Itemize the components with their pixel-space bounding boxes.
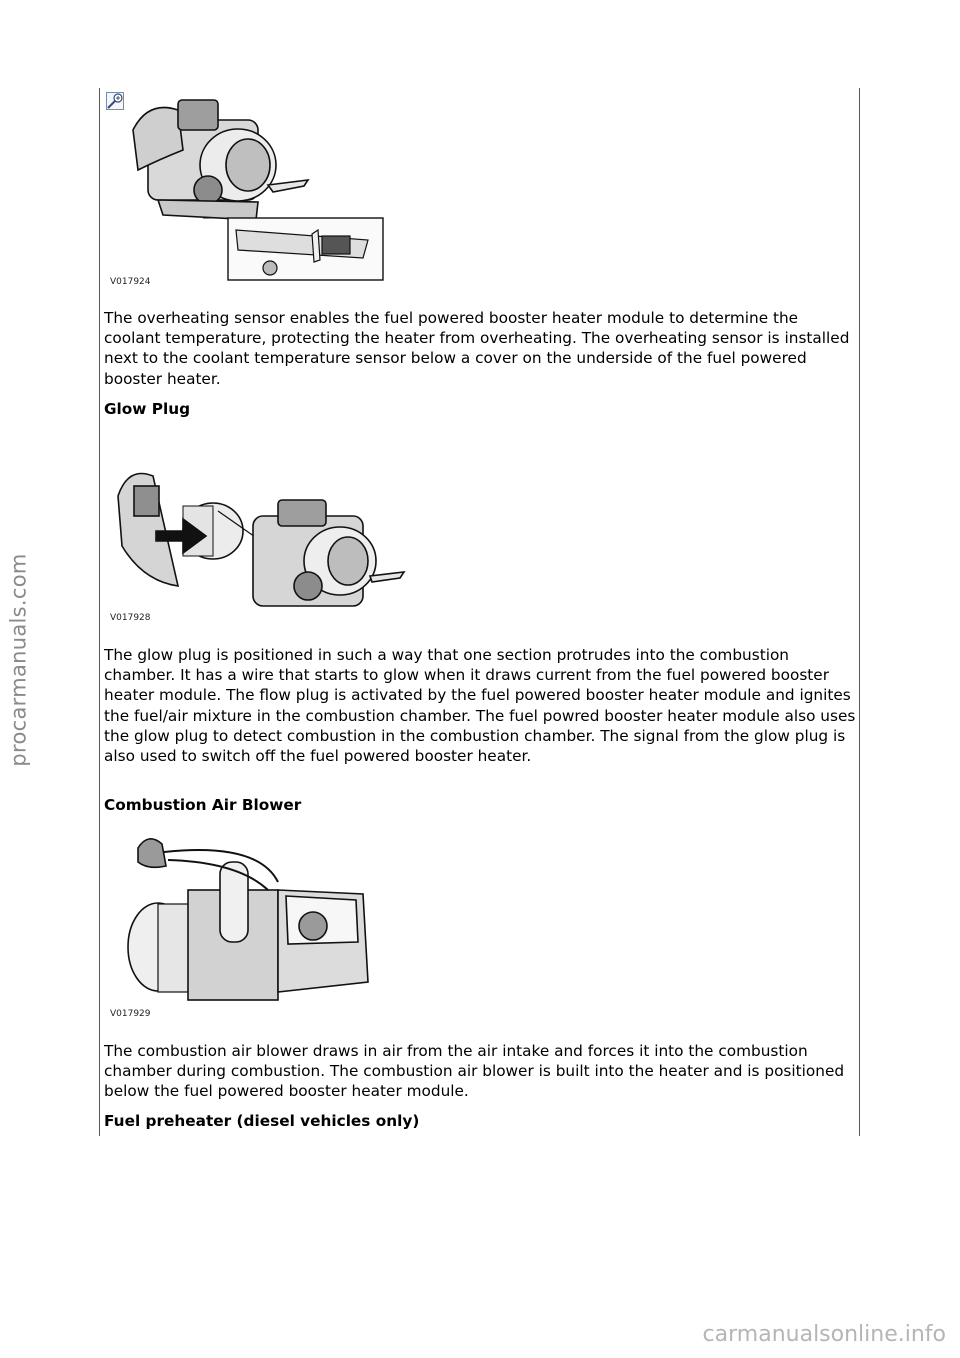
side-watermark (2, 540, 36, 780)
heading-glow-plug: Glow Plug (104, 400, 191, 418)
figure-id-label: V017928 (110, 613, 151, 623)
figure-id-label: V017924 (110, 277, 151, 287)
figure-glow-plug (108, 436, 408, 626)
figure-overheating-sensor (108, 90, 388, 290)
footer-watermark: carmanualsonline.info (702, 1322, 946, 1347)
heading-combustion-air-blower: Combustion Air Blower (104, 796, 302, 814)
figure-id-label: V017929 (110, 1009, 151, 1019)
paragraph-glow-plug: The glow plug is positioned in such a way that one section protrudes into the combustion chamber. It has a wire that starts to glow when it draws current from the fuel powered booster heater module. The flow plug is activated by the fuel powered booster heater module and ignites the fuel/air mixture in the combustion chamber. The fuel powred booster heater module also uses the glow plug to detect combustion in the combustion chamber. The signal from the glow plug is also used to switch off the fuel powered booster heater. (104, 646, 856, 766)
figure-combustion-air-blower (108, 832, 388, 1022)
heading-fuel-preheater: Fuel preheater (diesel vehicles only) (104, 1112, 420, 1130)
paragraph-overheating-sensor: The overheating sensor enables the fuel powered booster heater module to determine the coolant temperature, protecting the heater from overheating. The overheating sensor is installed next to the coolant temperature sensor below a cover on the underside of the fuel powered booster heater. (104, 309, 850, 388)
paragraph-combustion-air-blower: The combustion air blower draws in air from the air intake and forces it into the combustion chamber during combustion. The combustion air blower is built into the heater and is positioned below the fuel powered booster heater module. (104, 1042, 845, 1101)
side-watermark-text: procarmanuals.com (7, 553, 31, 767)
